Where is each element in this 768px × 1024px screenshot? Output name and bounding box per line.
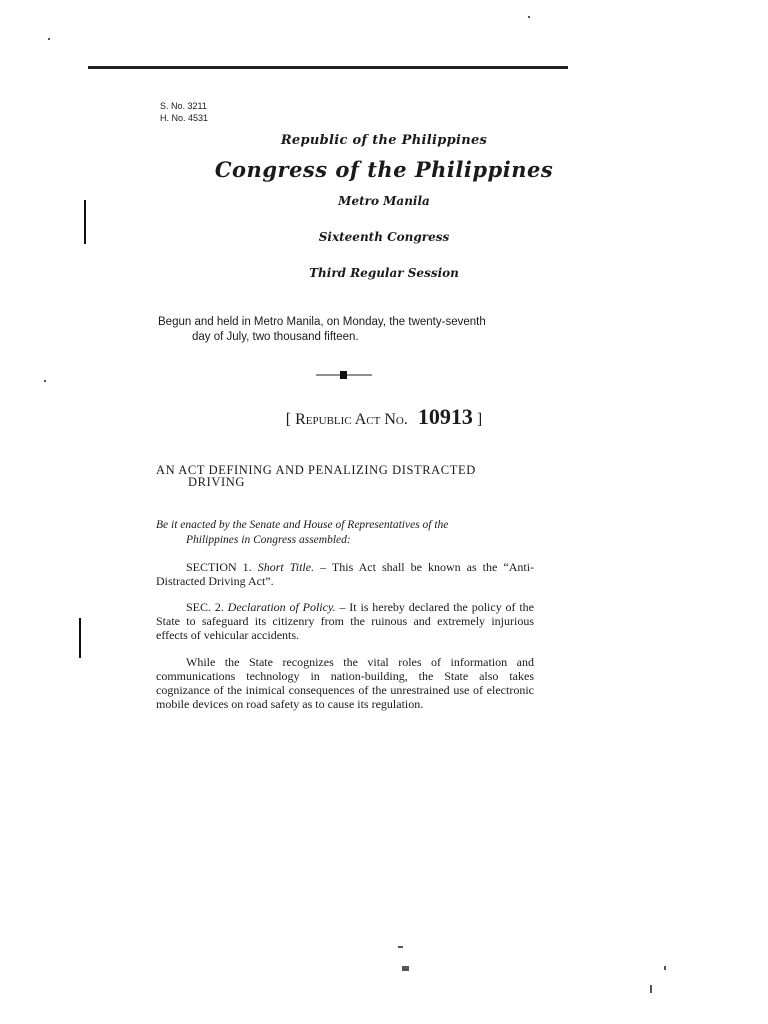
act-open-bracket: [ xyxy=(285,411,292,428)
begun-line-1: Begun and held in Metro Manila, on Monday, the twenty-seventh xyxy=(158,316,486,328)
section-1-heading: SECTION 1. xyxy=(186,560,252,574)
begun-statement xyxy=(158,315,538,345)
ornament-divider xyxy=(316,370,372,380)
section-1-text: – This Act shall be known as the “Anti-Distracted Driving Act”. xyxy=(156,560,535,588)
congress-heading: Congress of the Philippines xyxy=(214,157,554,182)
act-title-line-1: AN ACT DEFINING AND PENALIZING DISTRACTED xyxy=(156,463,476,477)
margin-mark xyxy=(79,618,81,658)
section-2-heading: SEC. 2. xyxy=(186,600,224,614)
republic-heading: Republic of the Philippines xyxy=(280,133,488,148)
enacting-clause xyxy=(156,518,534,548)
act-title xyxy=(156,464,536,488)
house-bill-number: H. No. 4531 xyxy=(160,113,209,123)
scan-speck xyxy=(48,38,50,40)
scan-speck xyxy=(528,16,530,18)
act-label: Republic Act No. xyxy=(295,411,408,428)
scan-speck xyxy=(650,985,652,993)
begun-line-2: day of July, two thousand fifteen. xyxy=(192,331,359,343)
enacting-line-1: Be it enacted by the Senate and House of Representatives of the xyxy=(156,519,449,531)
enacting-line-2: Philippines in Congress assembled: xyxy=(186,534,351,546)
section-2-paragraph-2 xyxy=(156,655,534,711)
congress-number-heading: Sixteenth Congress xyxy=(318,230,450,244)
location-heading: Metro Manila xyxy=(338,194,430,208)
scan-speck xyxy=(402,966,409,971)
senate-bill-number: S. No. 3211 xyxy=(160,101,207,111)
act-title-line-2: DRIVING xyxy=(188,475,245,489)
section-2-title: Declaration of Policy. xyxy=(227,600,336,614)
scan-speck xyxy=(664,966,666,970)
section-1-title: Short Title. xyxy=(257,560,315,574)
scan-speck xyxy=(44,380,46,382)
section-2-para-2-text: While the State recognizes the vital roles of information and communications technology in nation-building, the State also takes cognizance of the inimical consequences of the unrestrained use of electronic mobile devices on road safety as to cause its regulation. xyxy=(156,655,534,711)
scan-speck xyxy=(398,946,403,948)
session-heading: Third Regular Session xyxy=(309,266,459,280)
section-1 xyxy=(156,560,534,588)
section-2 xyxy=(156,600,534,642)
act-number-line xyxy=(0,404,768,430)
act-number: 10913 xyxy=(417,404,473,429)
section-2-text: – It is hereby declared the policy of the State to safeguard its citizenry from the ruinous and extremely injurious effects of vehicular accidents. xyxy=(156,600,534,642)
act-close-bracket: ] xyxy=(476,411,483,428)
bill-numbers xyxy=(160,100,208,124)
top-rule xyxy=(88,66,568,69)
